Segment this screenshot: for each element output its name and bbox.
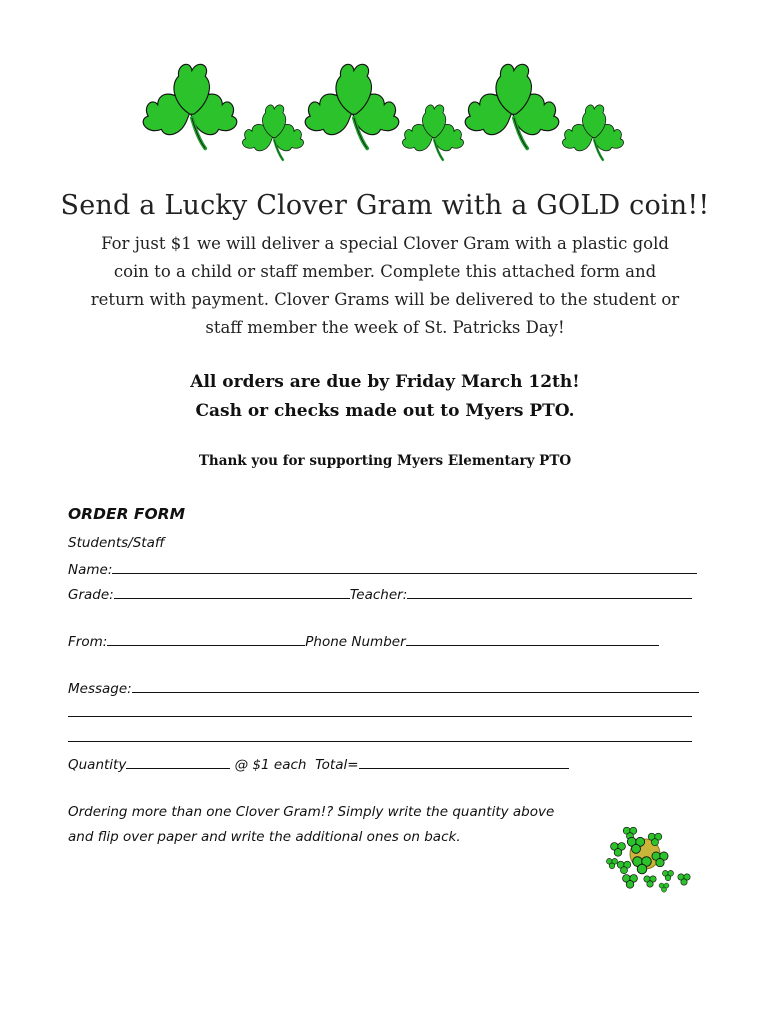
note-line: Ordering more than one Clover Gram!? Simply write the quantity above <box>68 804 555 820</box>
total-field[interactable] <box>359 755 569 769</box>
message-field[interactable] <box>132 679 699 693</box>
intro-line: return with payment. Clover Grams will be delivered to the student or <box>90 290 680 309</box>
payment-line: Cash or checks made out to Myers PTO. <box>195 401 575 421</box>
name-field[interactable] <box>112 560 697 574</box>
shamrock-icon <box>465 64 559 148</box>
shamrock-icon <box>562 105 623 160</box>
thank-you-note: Thank you for supporting Myers Elementary PTO <box>198 453 572 469</box>
students-staff-label: Students/Staff <box>68 535 165 551</box>
shamrock-icon <box>402 105 463 160</box>
order-form-heading: ORDER FORM <box>68 505 186 523</box>
deadline-notice <box>0 368 770 426</box>
shamrock-icon <box>242 105 303 160</box>
note-line: and flip over paper and write the additional ones on back. <box>68 829 461 845</box>
quantity-label: Quantity <box>68 757 127 773</box>
name-row <box>68 560 697 578</box>
teacher-label: Teacher: <box>349 587 408 603</box>
quantity-row <box>68 755 569 773</box>
from-field[interactable] <box>107 632 305 646</box>
shamrock-icon <box>305 64 399 148</box>
message-field-line-2[interactable] <box>68 703 692 717</box>
shamrock-icon <box>143 64 237 148</box>
grade-label: Grade: <box>68 587 114 603</box>
grade-field[interactable] <box>114 585 350 599</box>
intro-line: staff member the week of St. Patricks Day! <box>205 318 565 337</box>
intro-line: coin to a child or staff member. Complete this attached form and <box>113 262 657 281</box>
page-title: Send a Lucky Clover Gram with a GOLD coin!! <box>60 190 710 221</box>
shamrock-banner <box>0 0 770 180</box>
grade-teacher-row <box>68 585 692 603</box>
total-label: Total= <box>315 757 359 773</box>
message-field-line-3[interactable] <box>68 728 692 742</box>
name-label: Name: <box>68 562 113 578</box>
ordering-note <box>68 800 554 850</box>
message-row-3 <box>68 728 692 746</box>
message-label: Message: <box>68 681 132 697</box>
intro-paragraph <box>60 230 710 342</box>
quantity-field[interactable] <box>126 755 230 769</box>
message-row-2 <box>68 703 692 721</box>
from-label: From: <box>68 634 108 650</box>
phone-label: Phone Number <box>305 634 406 650</box>
teacher-field[interactable] <box>407 585 692 599</box>
due-date-line: All orders are due by Friday March 12th! <box>190 372 580 392</box>
from-phone-row <box>68 632 659 650</box>
message-row <box>68 679 699 697</box>
intro-line: For just $1 we will deliver a special Clover Gram with a plastic gold <box>101 234 669 253</box>
shamrock-cluster-icon <box>600 822 700 902</box>
phone-field[interactable] <box>406 632 659 646</box>
price-label: @ $1 each <box>234 757 307 773</box>
